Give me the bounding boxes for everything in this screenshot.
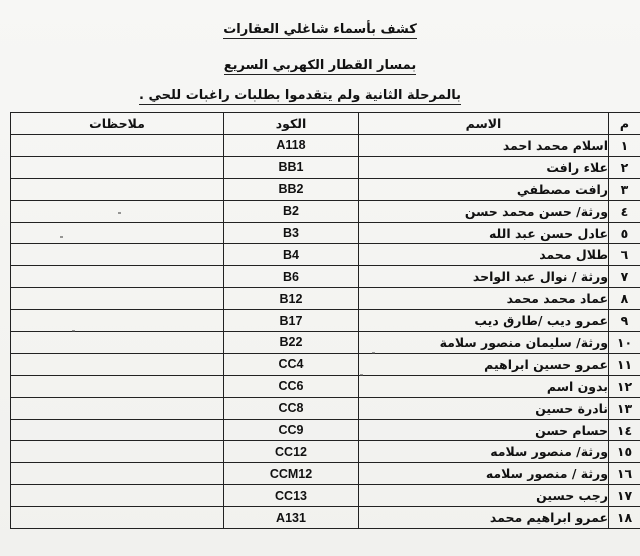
property-code: B12 <box>224 288 359 310</box>
table-row <box>11 266 640 288</box>
table-row <box>11 222 640 244</box>
row-notes <box>11 397 224 419</box>
property-code: CCM12 <box>224 463 359 485</box>
row-number: ٦ <box>609 244 640 266</box>
document-note-text: بالمرحلة الثانية ولم يتقدموا بطلبات راغبات للحي . <box>139 88 461 103</box>
row-number: ٥ <box>609 222 640 244</box>
property-code: B4 <box>224 244 359 266</box>
row-notes <box>11 507 224 529</box>
row-notes <box>11 353 224 375</box>
row-notes <box>11 310 224 332</box>
row-number: ٧ <box>609 266 640 288</box>
scan-speck <box>360 374 363 376</box>
occupant-name: علاء رافت <box>359 156 609 178</box>
property-code: CC12 <box>224 441 359 463</box>
table-body <box>11 135 640 529</box>
table-row <box>11 200 640 222</box>
occupant-name: رافت مصطفي <box>359 178 609 200</box>
occupant-name: نادرة حسين <box>359 397 609 419</box>
scan-speck <box>118 212 121 214</box>
header-num: م <box>609 113 640 135</box>
table-row <box>11 156 640 178</box>
row-number: ١٤ <box>609 419 640 441</box>
table-row <box>11 397 640 419</box>
table-header-row <box>11 113 640 135</box>
occupant-name: عمرو ابراهيم محمد <box>359 507 609 529</box>
row-notes <box>11 375 224 397</box>
row-notes <box>11 419 224 441</box>
row-number: ٨ <box>609 288 640 310</box>
occupant-name: ورثة / نوال عبد الواحد <box>359 266 609 288</box>
table-row <box>11 353 640 375</box>
occupant-name: حسام حسن <box>359 419 609 441</box>
table-row <box>11 463 640 485</box>
document-title-text: كشف بأسماء شاغلي العقارات <box>223 22 417 37</box>
occupant-name: عادل حسن عبد الله <box>359 222 609 244</box>
row-number: ٩ <box>609 310 640 332</box>
property-code: A118 <box>224 135 359 157</box>
property-code: B3 <box>224 222 359 244</box>
property-code: CC8 <box>224 397 359 419</box>
occupant-name: ورثة/ حسن محمد حسن <box>359 200 609 222</box>
row-notes <box>11 266 224 288</box>
row-notes <box>11 485 224 507</box>
property-code: B17 <box>224 310 359 332</box>
property-code: BB1 <box>224 156 359 178</box>
occupant-name: اسلام محمد احمد <box>359 135 609 157</box>
property-code: B22 <box>224 332 359 354</box>
row-number: ١١ <box>609 353 640 375</box>
row-notes <box>11 332 224 354</box>
header-notes: ملاحظات <box>11 113 224 135</box>
property-code: B2 <box>224 200 359 222</box>
occupant-name: ورثة / منصور سلامه <box>359 463 609 485</box>
occupant-name: رجب حسين <box>359 485 609 507</box>
table-row <box>11 288 640 310</box>
property-code: CC6 <box>224 375 359 397</box>
header-name: الاسم <box>359 113 609 135</box>
scan-speck <box>72 330 75 332</box>
table-row <box>11 419 640 441</box>
property-code: CC4 <box>224 353 359 375</box>
row-notes <box>11 156 224 178</box>
scan-speck <box>372 352 375 354</box>
row-number: ١٣ <box>609 397 640 419</box>
scan-speck <box>60 236 63 238</box>
occupant-name: عماد محمد محمد <box>359 288 609 310</box>
row-number: ١٦ <box>609 463 640 485</box>
row-number: ١٠ <box>609 332 640 354</box>
occupants-table <box>10 112 640 529</box>
row-number: ١٥ <box>609 441 640 463</box>
property-code: B6 <box>224 266 359 288</box>
table-row <box>11 485 640 507</box>
occupant-name: ورثة/ سليمان منصور سلامة <box>359 332 609 354</box>
row-notes <box>11 222 224 244</box>
row-number: ١ <box>609 135 640 157</box>
header-code: الكود <box>224 113 359 135</box>
row-notes <box>11 200 224 222</box>
row-notes <box>11 441 224 463</box>
table-row <box>11 441 640 463</box>
property-code: CC13 <box>224 485 359 507</box>
row-notes <box>11 178 224 200</box>
table-row <box>11 135 640 157</box>
row-number: ٣ <box>609 178 640 200</box>
occupant-name: ورثة/ منصور سلامه <box>359 441 609 463</box>
row-number: ١٧ <box>609 485 640 507</box>
occupant-name: بدون اسم <box>359 375 609 397</box>
document-subtitle <box>0 58 640 73</box>
document-note <box>120 88 480 103</box>
row-number: ٢ <box>609 156 640 178</box>
occupant-name: عمرو حسين ابراهيم <box>359 353 609 375</box>
row-notes <box>11 244 224 266</box>
table-row <box>11 332 640 354</box>
row-notes <box>11 288 224 310</box>
table-row <box>11 178 640 200</box>
occupant-name: عمرو ديب /طارق ديب <box>359 310 609 332</box>
occupant-name: طلال محمد <box>359 244 609 266</box>
document-subtitle-text: بمسار القطار الكهربي السريع <box>223 58 417 73</box>
table-row <box>11 375 640 397</box>
table-row <box>11 507 640 529</box>
row-notes <box>11 135 224 157</box>
row-notes <box>11 463 224 485</box>
document-title <box>0 22 640 37</box>
table-row <box>11 244 640 266</box>
row-number: ١٨ <box>609 507 640 529</box>
property-code: BB2 <box>224 178 359 200</box>
row-number: ١٢ <box>609 375 640 397</box>
property-code: A131 <box>224 507 359 529</box>
table-row <box>11 310 640 332</box>
row-number: ٤ <box>609 200 640 222</box>
property-code: CC9 <box>224 419 359 441</box>
